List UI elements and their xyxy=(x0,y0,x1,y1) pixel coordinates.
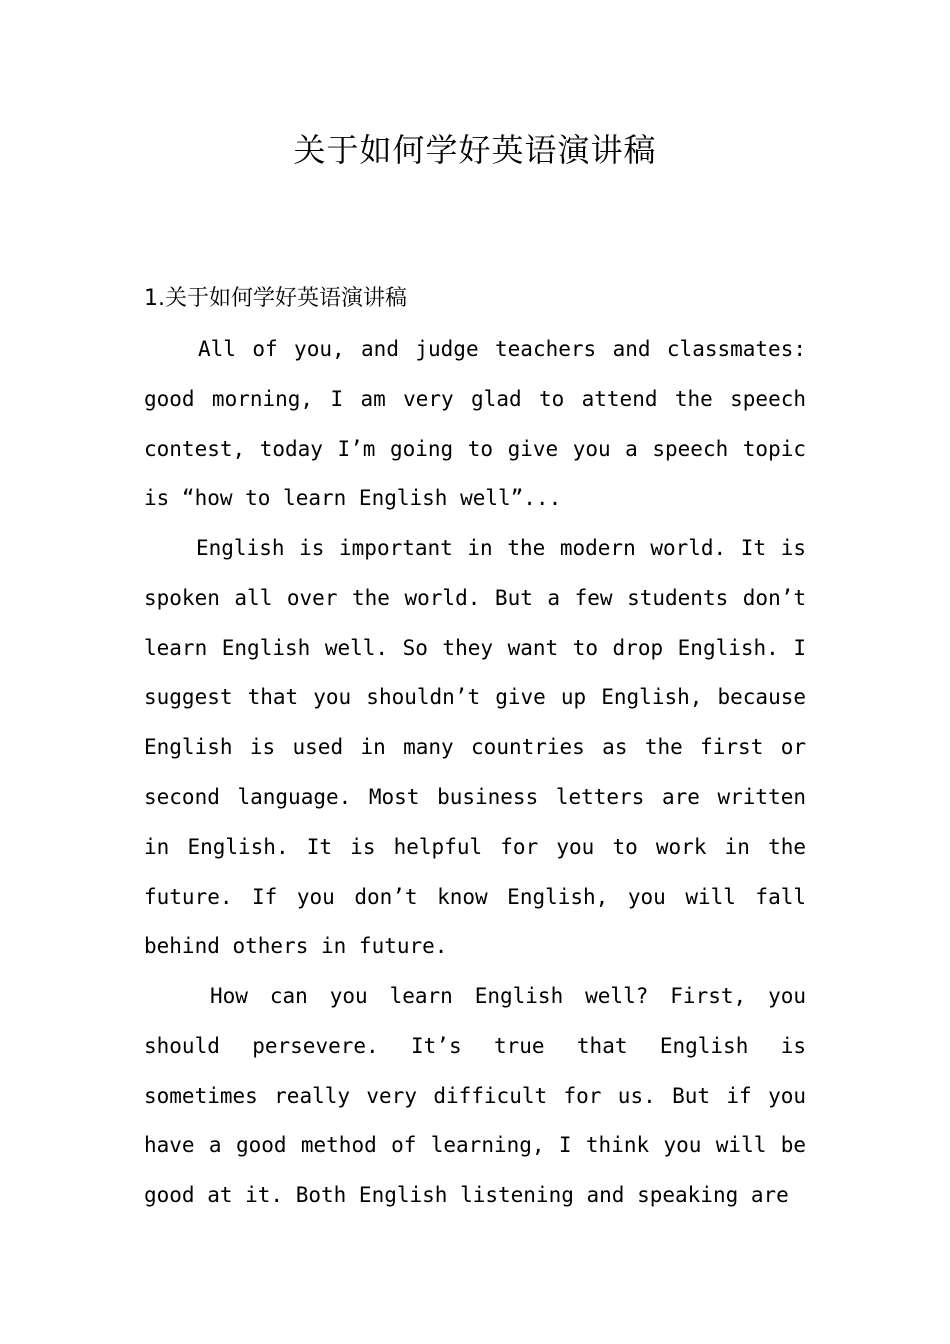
paragraph-importance: English is important in the modern world. It is spoken all over the world. But a few students don’t learn English well. So they want to drop English. I suggest that you shouldn’t give up English, because English is used in many countries as the first or second language. Most business letters are written in English. It is helpful for you to work in the future. If you don’t know English, you will fall behind others in future. xyxy=(144,536,806,959)
paragraph-greeting: All of you, and judge teachers and classmates: good morning, I am very glad to attend the speech contest, today I’m going to give you a speech topic is “how to learn English well”... xyxy=(144,337,806,511)
document-title: 关于如何学好英语演讲稿 xyxy=(293,131,657,169)
section-heading: 1.关于如何学好英语演讲稿 xyxy=(144,286,407,311)
paragraph-method: How can you learn English well? First, you should persevere. It’s true that English is sometimes really very difficult for us. But if you have a good method of learning, I think you will be good at it. Both English listening and speaking are xyxy=(144,984,806,1208)
